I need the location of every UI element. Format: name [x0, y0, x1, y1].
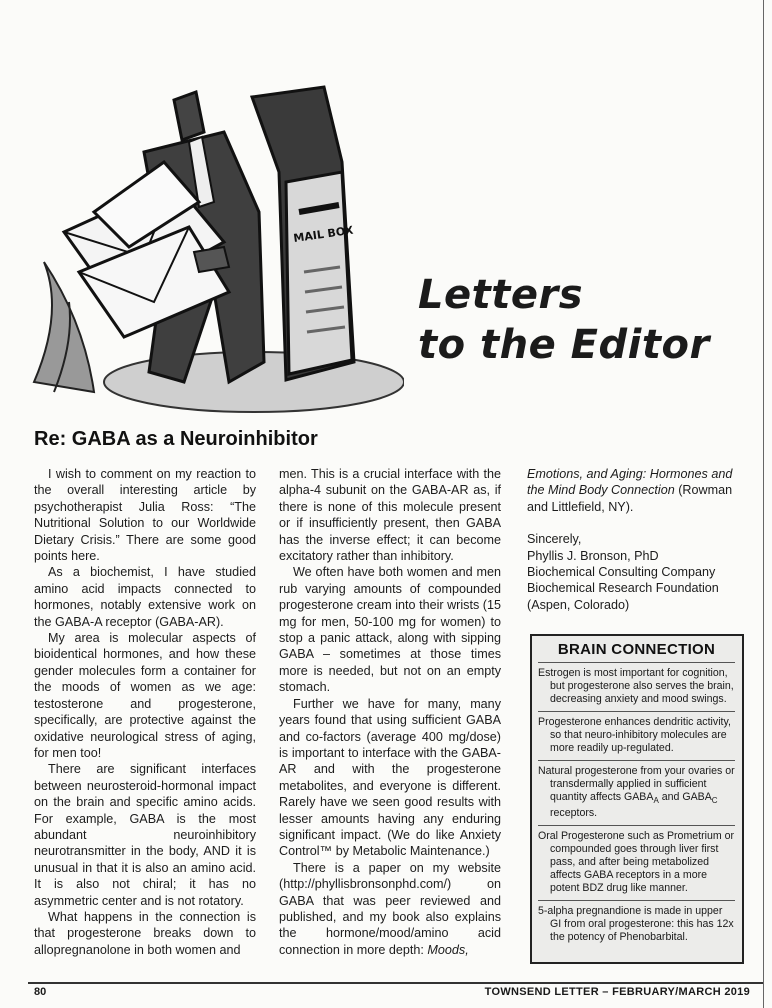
footer-rule — [28, 982, 763, 984]
subscript: A — [653, 796, 659, 806]
sidebar-item — [538, 760, 735, 825]
sidebar-item-text: receptors. — [550, 807, 598, 820]
sidebar-item: 5-alpha pregnandione is made in upper GI from oral progesterone: this has 12x the potency of Phenobarbital. — [538, 900, 735, 949]
signature-org: Biochemical Consulting Company — [527, 565, 716, 580]
paragraph: I wish to comment on my reaction to the overall interesting article by psychotherapist Julia Ross: “The Nutritional Solution to our Worldwide Dietary Crisis.” There are some good points here. — [34, 467, 256, 564]
section-title — [418, 270, 758, 370]
book-title: Emotions, and Aging: Hormones and the Mind Body Connection — [527, 467, 733, 498]
page-number: 80 — [34, 986, 47, 998]
paragraph: There are significant interfaces between neurosteroid-hormonal impact on the brain and specific amino acids. For example, GABA is the most abundant neuroinhibitory neurotransmitter in the body, AND it is unusual in that it is also an amino acid. It is also not chiral; it has no asymmetric center and is not rotatory. — [34, 762, 256, 908]
article-title: Re: GABA as a Neuroinhibitor — [34, 428, 318, 450]
paragraph: My area is molecular aspects of bioidentical hormones, and how these gender molecules form a container for the moods of women as we age: testosterone and progesterone, specifically, are protective against the oxidative neurological stress of aging, for men too! — [34, 631, 256, 760]
paragraph-text: There is a paper on my website (http://phyllisbronsonphd.com/) on GABA that was peer reviewed and published, and my book also explains the hormone/mood/amino acid connection in more depth: — [279, 860, 501, 957]
sidebar-box — [530, 634, 744, 964]
book-title-start: Moods, — [427, 942, 469, 957]
mailbox-illustration — [24, 62, 404, 422]
signature-name: Phyllis J. Bronson, PhD — [527, 548, 659, 563]
signature-location: (Aspen, Colorado) — [527, 597, 630, 612]
publication-name: TOWNSEND LETTER – FEBRUARY/MARCH 2019 — [484, 986, 750, 998]
paragraph — [279, 860, 501, 958]
sidebar-item-text: and GABA — [658, 791, 712, 803]
sidebar-item: Progesterone enhances dendritic activity, so that neuro-inhibitory molecules are more readily up-regulated. — [538, 711, 735, 760]
section-title-line2: to the Editor — [418, 322, 710, 368]
sidebar-title: BRAIN CONNECTION — [557, 641, 716, 658]
page-edge-rule — [763, 0, 764, 1008]
sidebar-item: Estrogen is most important for cognition, but progesterone also serves the brain, decreasing anxiety and mood swings. — [538, 662, 735, 711]
article-column-1 — [34, 466, 256, 958]
signature-closing: Sincerely, — [527, 532, 582, 547]
paragraph: We often have both women and men rub varying amounts of compounded progesterone cream into their wrists (15 mg for men, 50-100 mg for women) to stop a panic attack, along with sipping GABA – sometimes at those times more is needed, but not on an empty stomach. — [279, 565, 501, 695]
paragraph: men. This is a crucial interface with the alpha-4 subunit on the GABA-AR as, if there is none of this molecule present or if insufficiently present, then GABA has the inverse effect; it can become excitatory rather than inhibitory. — [279, 467, 501, 564]
section-title-line1: Letters — [418, 272, 584, 318]
article-column-2 — [279, 466, 501, 958]
signature — [527, 531, 751, 613]
book-publisher: (Rowman and Littlefield, NY). — [527, 483, 733, 514]
paragraph: What happens in the connection is that progesterone breaks down to allopregnanolone in both women and — [34, 909, 256, 957]
signature-org: Biochemical Research Foundation — [527, 581, 719, 596]
sidebar-item: Oral Progesterone such as Prometrium or compounded goes through liver first pass, and after being metabolized affects GABA receptors in a more potent BDZ drug like manner. — [538, 825, 735, 900]
paragraph — [527, 466, 751, 515]
article-column-3 — [527, 466, 751, 613]
mailbox-label: MAIL BOX — [292, 223, 355, 245]
sidebar-item-text: Natural progesterone from your ovaries or transdermally applied in sufficient quantity affects GABA — [538, 765, 735, 803]
subscript: C — [711, 796, 718, 806]
paragraph: Further we have for many, many years found that using sufficient GABA and co-factors (average 400 mg/dose) is important to interface with the GABA-AR and with the progesterone metabolites, and everyone is different. Rarely have we seen good results with lesser amounts having any enduring significant impact. (We do like Anxiety Control™ by Metabolic Maintenance.) — [279, 696, 501, 859]
paragraph: As a biochemist, I have studied amino acid impacts connected to hormones, notably extensive work on the GABA-A receptor (GABA-AR). — [34, 565, 256, 629]
